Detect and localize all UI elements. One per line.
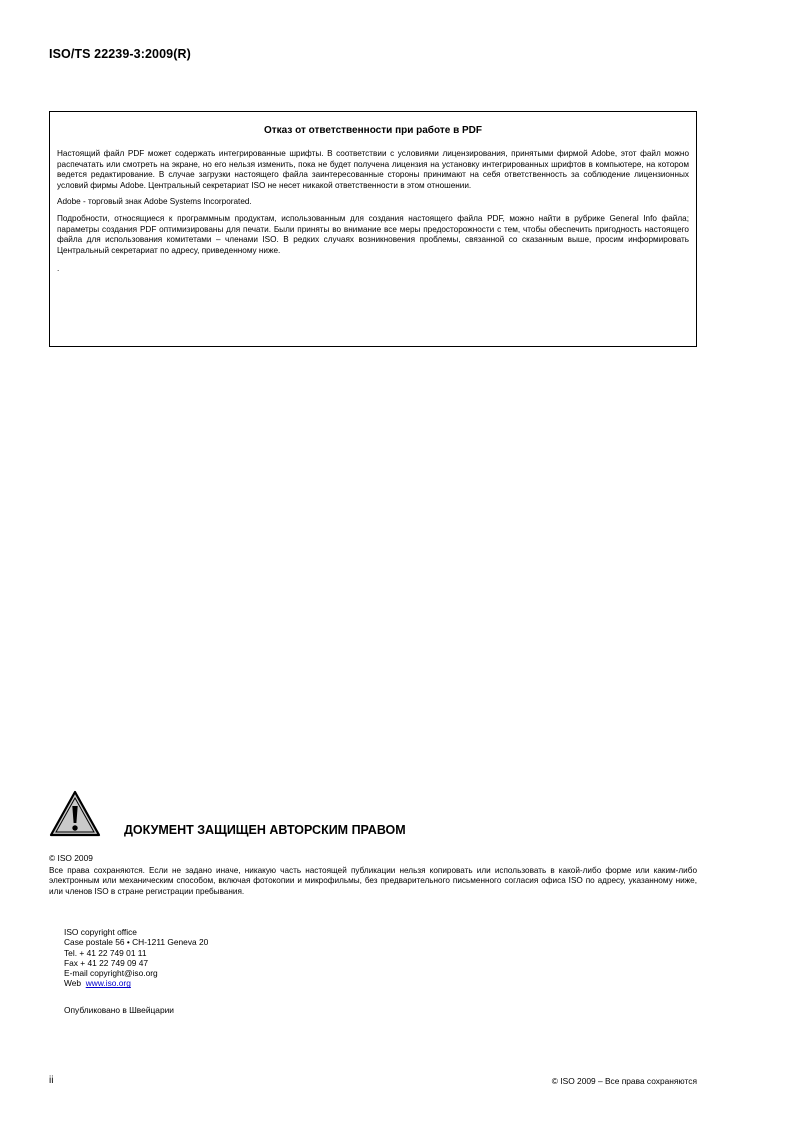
address-office: ISO copyright office [64,927,137,937]
address-email: E-mail copyright@iso.org [64,968,158,979]
address-web [64,978,208,988]
address-web-label: Web [64,978,86,989]
document-id: ISO/TS 22239-3:2009(R) [49,47,191,61]
copyright-rights-text: Все права сохраняются. Если не задано иначе, никакую часть настоящей публикации нельзя копировать или использовать в какой-либо форме или каким-либо электронным или механическим способом, включая фотокопии и микрофильмы, без предварительного письменного согласия офиса ISO по адресу, указанному ниже, или членов ISO в стране регистрации пребывания. [49,866,697,896]
disclaimer-paragraph: Настоящий файл PDF может содержать интегрированные шрифты. В соответствии с условиями лицензирования, принятыми фирмой Adobe, этот файл можно распечатать или смотреть на экране, но его нельзя изменить, пока не будет получена лицензия на установку интегрированных шрифтов в компьютере, на котором ведется редактирование. В случае загрузки настоящего файла заинтересованные стороны принимают на себя ответственность за соблюдение лицензионных условий фирмы Adobe. Центральный секретариат ISO не несет никакой ответственности в этом отношении. [57,149,689,190]
disclaimer-paragraph: Adobe - торговый знак Adobe Systems Incorporated. [57,197,252,207]
copyright-year: © ISO 2009 [49,853,93,863]
disclaimer-trailing-dot: . [57,264,60,274]
address-postal: Case postale 56 • CH-1211 Geneva 20 [64,937,209,948]
disclaimer-title: Отказ от ответственности при работе в PDF [263,125,483,136]
copyright-office-address [64,927,208,989]
footer-copyright: © ISO 2009 – Все права сохраняются [551,1076,697,1086]
address-tel: Tel. + 41 22 749 01 11 [64,947,147,958]
copyright-heading: ДОКУМЕНТ ЗАЩИЩЕН АВТОРСКИМ ПРАВОМ [124,823,406,837]
address-fax: Fax + 41 22 749 09 47 [64,957,149,968]
published-in: Опубликовано в Швейцарии [64,1005,174,1015]
pdf-disclaimer-box [49,111,697,347]
warning-triangle-icon [49,790,101,838]
disclaimer-paragraph: Подробности, относящиеся к программным продуктам, использованным для создания настоящего файла PDF, можно найти в рубрике General Info файла; параметры создания PDF оптимизированы для печати. Были приняты во внимание все меры предосторожности с тем, чтобы обеспечить пригодность настоящего файла для использования комитетами – членами ISO. В редких случаях возникновения проблемы, связанной со сказанным выше, просим информировать Центральный секретариат по адресу, приведенному ниже. [57,213,689,255]
page-number: ii [49,1075,54,1086]
website-link[interactable]: www.iso.org [85,978,131,989]
